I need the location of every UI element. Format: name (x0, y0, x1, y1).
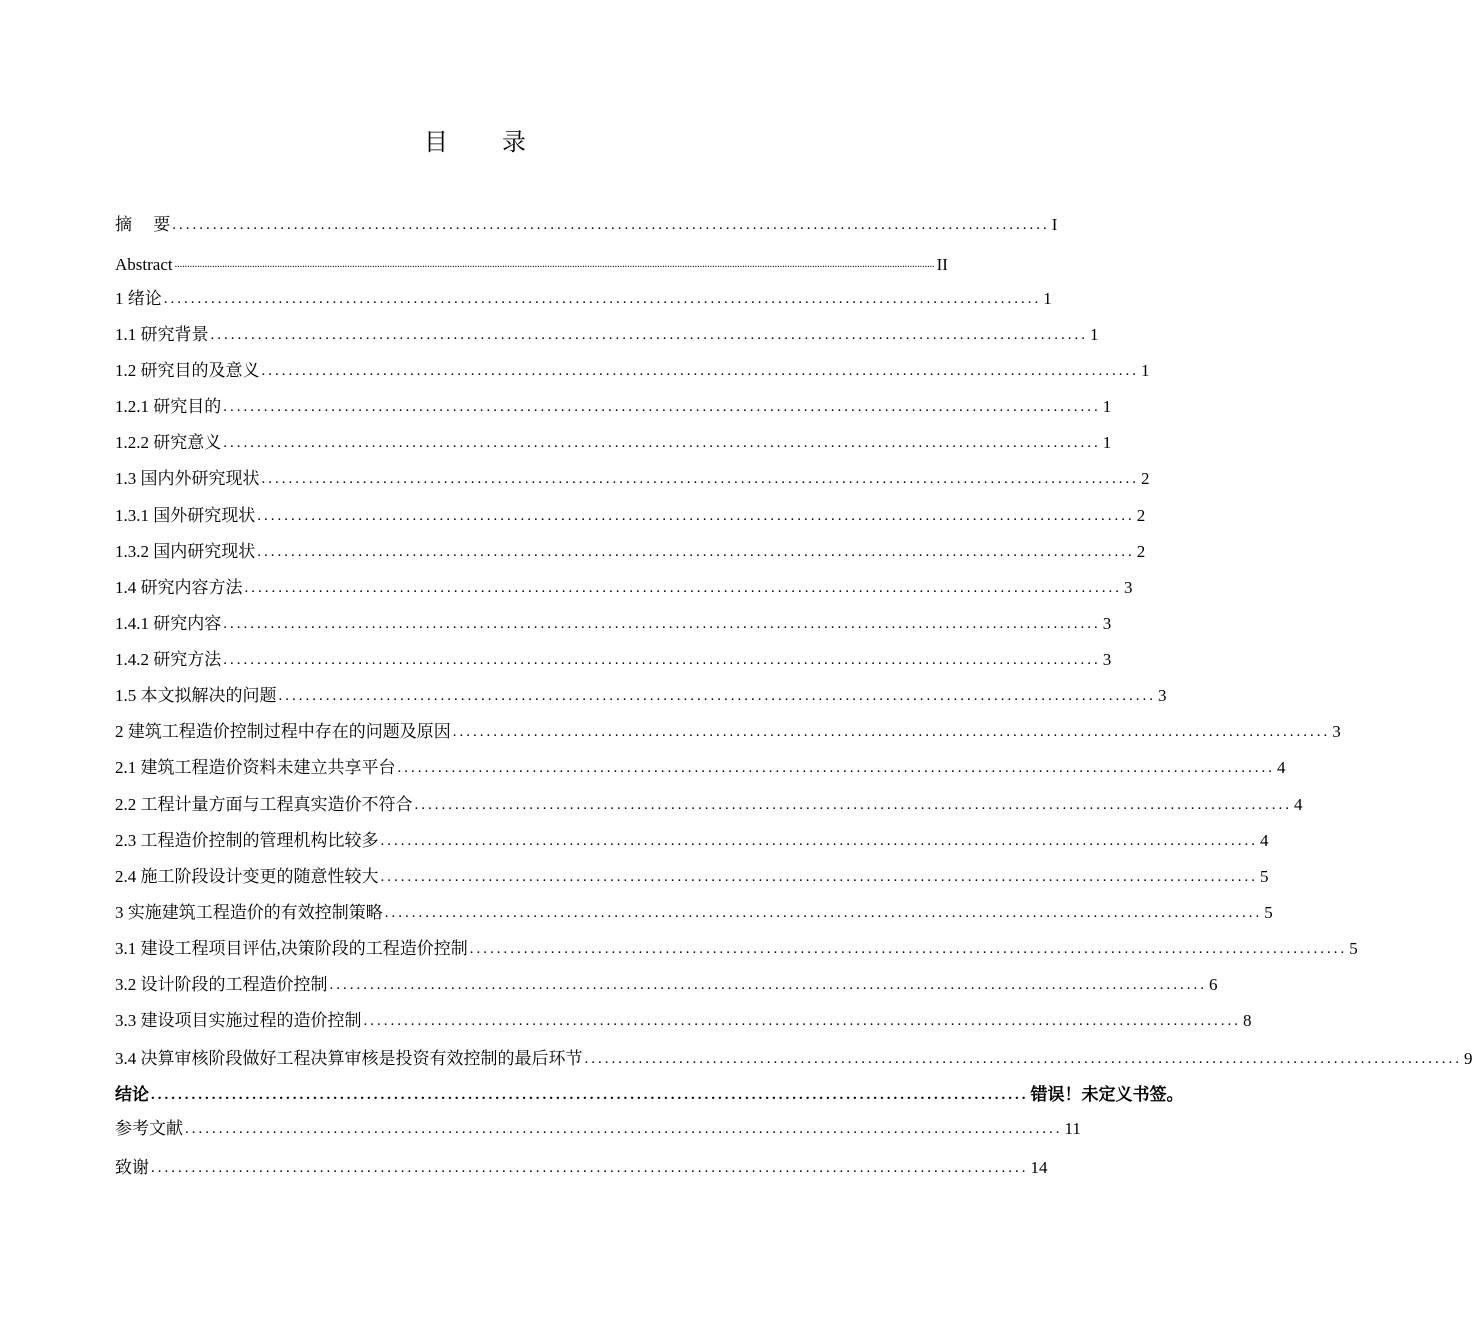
toc-entry[interactable] (115, 287, 1052, 311)
toc-entry-page: 2 (1136, 542, 1146, 561)
toc-entry-label: 1.2 研究目的及意义 (115, 361, 260, 380)
toc-entry-label: 3.4 决算审核阶段做好工程决算审核是投资有效控制的最后环节 (115, 1049, 583, 1068)
dot-leader: .................................................................................................................................. (223, 399, 1101, 415)
toc-entry-page: 1 (1102, 433, 1112, 452)
toc-entry[interactable] (115, 467, 1150, 491)
dot-leader: .................................................................................................................................. (223, 435, 1101, 451)
dot-leader: .................................................................................................................................. (278, 688, 1156, 704)
toc-entry-page: 9 (1464, 1049, 1473, 1068)
toc-entry[interactable] (115, 937, 1358, 961)
dot-leader: .................................................................................................................................. (363, 1013, 1241, 1029)
toc-entry-label: 1.4.1 研究内容 (115, 614, 222, 633)
toc-entry-page: 1 (1090, 325, 1099, 344)
toc-entry-page: 1 (1043, 289, 1052, 308)
toc-entry-label: 3.2 设计阶段的工程造价控制 (115, 975, 328, 994)
toc-entry-page: I (1051, 215, 1058, 234)
toc-entry-label: 3.3 建设项目实施过程的造价控制 (115, 1011, 362, 1030)
dot-leader: .................................................................................................................................. (223, 616, 1101, 632)
dot-leader: .................................................................................................................................. (244, 580, 1122, 596)
toc-entry-page: 14 (1030, 1158, 1048, 1177)
toc-entry-page: 3 (1158, 686, 1167, 705)
toc-entry-page: 4 (1277, 758, 1286, 777)
dot-leader: .................................................................................................................................. (469, 941, 1348, 957)
toc-entry-label: 3 实施建筑工程造价的有效控制策略 (115, 903, 383, 922)
toc-entry-page: 错误！未定义书签。 (1030, 1085, 1184, 1104)
toc-entry[interactable] (115, 1083, 1184, 1107)
dot-leader: .................................................................................................................................. (257, 544, 1135, 560)
dot-leader: ................................................................................................................................................................................................................................................................................................................ (174, 259, 935, 270)
dot-leader: .................................................................................................................................. (257, 508, 1135, 524)
toc-entry[interactable] (115, 829, 1269, 853)
toc-entry-page: 2 (1136, 506, 1146, 525)
dot-leader: .................................................................................................................................. (384, 905, 1263, 921)
toc-entry-page: 1 (1141, 361, 1150, 380)
dot-leader: .................................................................................................................................. (380, 833, 1258, 849)
toc-entry-label: 1.5 本文拟解决的问题 (115, 686, 277, 705)
toc-entry-label: 2.1 建筑工程造价资料未建立共享平台 (115, 758, 396, 777)
dot-leader: .................................................................................................................................. (261, 471, 1139, 487)
dot-leader: .................................................................................................................................. (163, 291, 1042, 307)
toc-entry-label: 1.4 研究内容方法 (115, 578, 243, 597)
toc-entry-label: 摘 要 (115, 215, 171, 234)
toc-entry[interactable] (115, 504, 1146, 528)
dot-leader: .................................................................................................................................. (210, 327, 1088, 343)
toc-entry-label: 2.2 工程计量方面与工程真实造价不符合 (115, 795, 413, 814)
dot-leader: .................................................................................................................................. (380, 869, 1258, 885)
toc-entry-label: 1.4.2 研究方法 (115, 650, 222, 669)
toc-entry-page: 2 (1141, 469, 1150, 488)
toc-entry[interactable] (115, 793, 1303, 817)
dot-leader: .................................................................................................................................. (172, 217, 1050, 233)
toc-entry[interactable] (115, 431, 1112, 455)
toc-entry[interactable] (115, 648, 1112, 672)
toc-entry-label: 2.4 施工阶段设计变更的随意性较大 (115, 867, 379, 886)
toc-entry-page: 8 (1243, 1011, 1252, 1030)
toc-entry-label: 1.2.2 研究意义 (115, 433, 222, 452)
toc-entry[interactable] (115, 684, 1167, 708)
dot-leader: .................................................................................................................................. (452, 724, 1331, 740)
toc-entry[interactable] (115, 213, 1058, 237)
toc-entry[interactable] (115, 395, 1112, 419)
dot-leader: .................................................................................................................................. (397, 760, 1275, 776)
toc-entry-label: 参考文献 (115, 1119, 183, 1138)
toc-entry-label: 2.3 工程造价控制的管理机构比较多 (115, 831, 379, 850)
dot-leader: .................................................................................................................................. (185, 1121, 1063, 1137)
toc-entry-page: 5 (1264, 903, 1273, 922)
toc-entry[interactable] (115, 540, 1146, 564)
toc-entry[interactable] (115, 359, 1150, 383)
toc-entry[interactable] (115, 901, 1273, 925)
toc-entry-page: 5 (1349, 939, 1358, 958)
toc-entry-page: 1 (1102, 397, 1112, 416)
dot-leader: .................................................................................................................................. (329, 977, 1207, 993)
toc-entry-page: II (936, 255, 948, 274)
toc-entry-label: 2 建筑工程造价控制过程中存在的问题及原因 (115, 722, 451, 741)
toc-entry-page: 3 (1124, 578, 1133, 597)
toc-entry-label: 3.1 建设工程项目评估,决策阶段的工程造价控制 (115, 939, 468, 958)
toc-entry-page: 3 (1102, 614, 1112, 633)
toc-entry-label: 1.2.1 研究目的 (115, 397, 222, 416)
toc-entry-page: 6 (1209, 975, 1218, 994)
toc-entry[interactable] (115, 576, 1133, 600)
toc-entry-label: 1.1 研究背景 (115, 325, 209, 344)
toc-entry-page: 3 (1332, 722, 1341, 741)
toc-entry[interactable] (115, 1009, 1252, 1033)
dot-leader: .................................................................................................................................. (223, 652, 1101, 668)
toc-entry[interactable] (115, 323, 1099, 347)
toc-entry-label: 结论 (115, 1085, 149, 1104)
toc-entry-label: 1 绪论 (115, 289, 162, 308)
toc-entry-page: 4 (1294, 795, 1303, 814)
toc-entry-label: 1.3.1 国外研究现状 (115, 506, 256, 525)
toc-entry[interactable] (115, 756, 1286, 780)
dot-leader: .................................................................................................................................. (261, 363, 1139, 379)
toc-entry-label: Abstract (115, 255, 173, 274)
toc-title: 目 录 (424, 130, 550, 156)
dot-leader: .................................................................................................................................. (584, 1051, 1462, 1067)
toc-entry-label: 1.3.2 国内研究现状 (115, 542, 256, 561)
toc-entry[interactable] (115, 1156, 1048, 1180)
toc-entry[interactable] (115, 865, 1269, 889)
dot-leader: .................................................................................................................................. (151, 1087, 1029, 1103)
dot-leader: .................................................................................................................................. (414, 797, 1292, 813)
toc-entry-label: 致谢 (115, 1158, 149, 1177)
toc-entry-label: 1.3 国内外研究现状 (115, 469, 260, 488)
toc-entry[interactable] (115, 973, 1218, 997)
toc-entry-page: 5 (1260, 867, 1269, 886)
toc-entry[interactable] (115, 1047, 1473, 1071)
toc-entry[interactable] (115, 720, 1341, 744)
toc-entry[interactable] (115, 253, 948, 277)
toc-entry[interactable] (115, 1117, 1081, 1141)
toc-entry-page: 11 (1064, 1119, 1081, 1138)
toc-entry[interactable] (115, 612, 1112, 636)
toc-entry-page: 3 (1102, 650, 1112, 669)
dot-leader: .................................................................................................................................. (151, 1160, 1029, 1176)
toc-entry-page: 4 (1260, 831, 1269, 850)
